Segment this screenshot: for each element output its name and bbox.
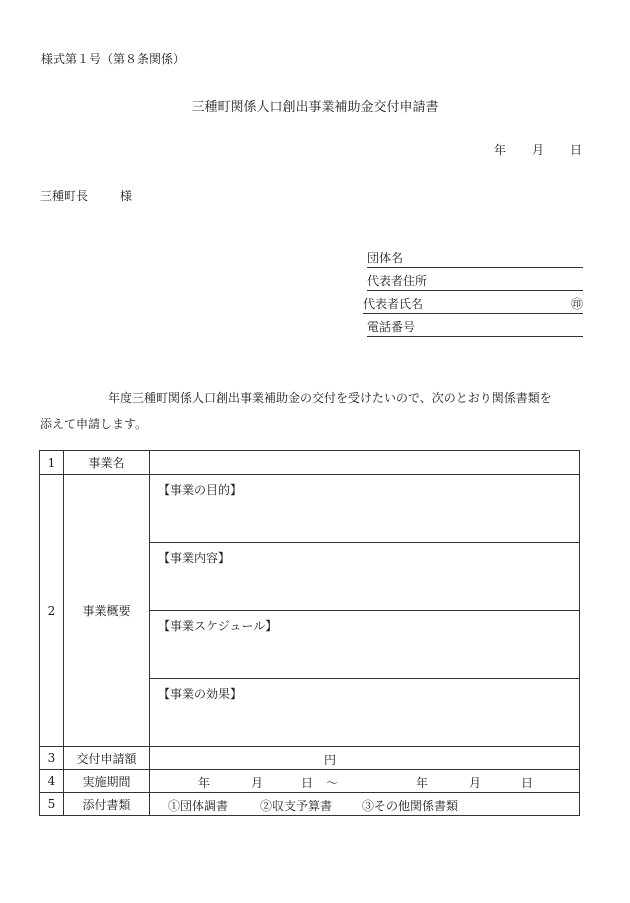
row-number: 5 bbox=[40, 793, 64, 816]
period-end-year: 年 bbox=[416, 776, 429, 790]
period-start-year: 年 bbox=[198, 776, 211, 790]
application-table bbox=[39, 450, 580, 816]
rep-name-label: 代表者氏名 bbox=[363, 297, 424, 311]
amount-cell[interactable] bbox=[150, 747, 580, 770]
document-title: 三種町関係人口創出事業補助金交付申請書 bbox=[191, 100, 439, 115]
application-statement bbox=[40, 385, 585, 437]
phone-label: 電話番号 bbox=[367, 320, 416, 334]
row-label: 添付書類 bbox=[64, 793, 150, 816]
date-year: 年 bbox=[494, 143, 507, 157]
period-cell[interactable] bbox=[150, 770, 580, 793]
attachment-item[interactable]: ①団体調書 bbox=[168, 799, 229, 813]
form-number-label: 様式第１号（第８条関係） bbox=[41, 52, 186, 66]
recipient-line bbox=[40, 187, 133, 204]
table-row bbox=[40, 793, 580, 816]
table-row bbox=[40, 747, 580, 770]
row-label: 事業名 bbox=[64, 451, 150, 475]
attachment-item[interactable]: ③その他関係書類 bbox=[362, 799, 459, 813]
recipient-honorific: 様 bbox=[120, 189, 133, 203]
section-heading: 【事業内容】 bbox=[158, 551, 231, 565]
section-heading: 【事業スケジュール】 bbox=[158, 619, 278, 633]
group-name-field[interactable] bbox=[367, 249, 583, 268]
rep-name-field[interactable] bbox=[363, 295, 583, 314]
section-heading: 【事業の効果】 bbox=[158, 687, 243, 701]
attachment-item[interactable]: ②収支予算書 bbox=[260, 799, 333, 813]
period-tilde: ～ bbox=[326, 776, 339, 790]
statement-line-1: 年度三種町関係人口創出事業補助金の交付を受けたいので、次のとおり関係書類を bbox=[108, 391, 552, 405]
phone-field[interactable] bbox=[367, 318, 583, 337]
period-start-day: 日 bbox=[301, 776, 314, 790]
row-label: 実施期間 bbox=[64, 770, 150, 793]
section-effect[interactable] bbox=[150, 679, 579, 746]
recipient-name: 三種町長 bbox=[40, 189, 89, 203]
period-end-month: 月 bbox=[469, 776, 482, 790]
table-row bbox=[40, 475, 580, 747]
table-row bbox=[40, 770, 580, 793]
row-number: 3 bbox=[40, 747, 64, 770]
row-label: 事業概要 bbox=[64, 475, 150, 747]
project-name-cell[interactable] bbox=[150, 451, 580, 475]
period-start-month: 月 bbox=[251, 776, 264, 790]
project-summary-cell bbox=[150, 475, 580, 747]
section-content[interactable] bbox=[150, 543, 579, 611]
address-label: 代表者住所 bbox=[367, 274, 428, 288]
seal-mark: ㊞ bbox=[570, 297, 583, 311]
date-day: 日 bbox=[570, 143, 583, 157]
section-purpose[interactable] bbox=[150, 475, 579, 543]
row-number: 4 bbox=[40, 770, 64, 793]
yen-unit: 円 bbox=[324, 753, 337, 767]
table-row bbox=[40, 451, 580, 475]
attachments-cell bbox=[150, 793, 580, 816]
period-end-day: 日 bbox=[521, 776, 534, 790]
row-number: 1 bbox=[40, 451, 64, 475]
group-name-label: 団体名 bbox=[367, 251, 404, 265]
address-field[interactable] bbox=[367, 272, 583, 291]
date-month: 月 bbox=[532, 143, 545, 157]
row-label: 交付申請額 bbox=[64, 747, 150, 770]
section-schedule[interactable] bbox=[150, 611, 579, 679]
row-number: 2 bbox=[40, 475, 64, 747]
statement-line-2: 添えて申請します。 bbox=[40, 417, 148, 431]
section-heading: 【事業の目的】 bbox=[158, 483, 243, 497]
